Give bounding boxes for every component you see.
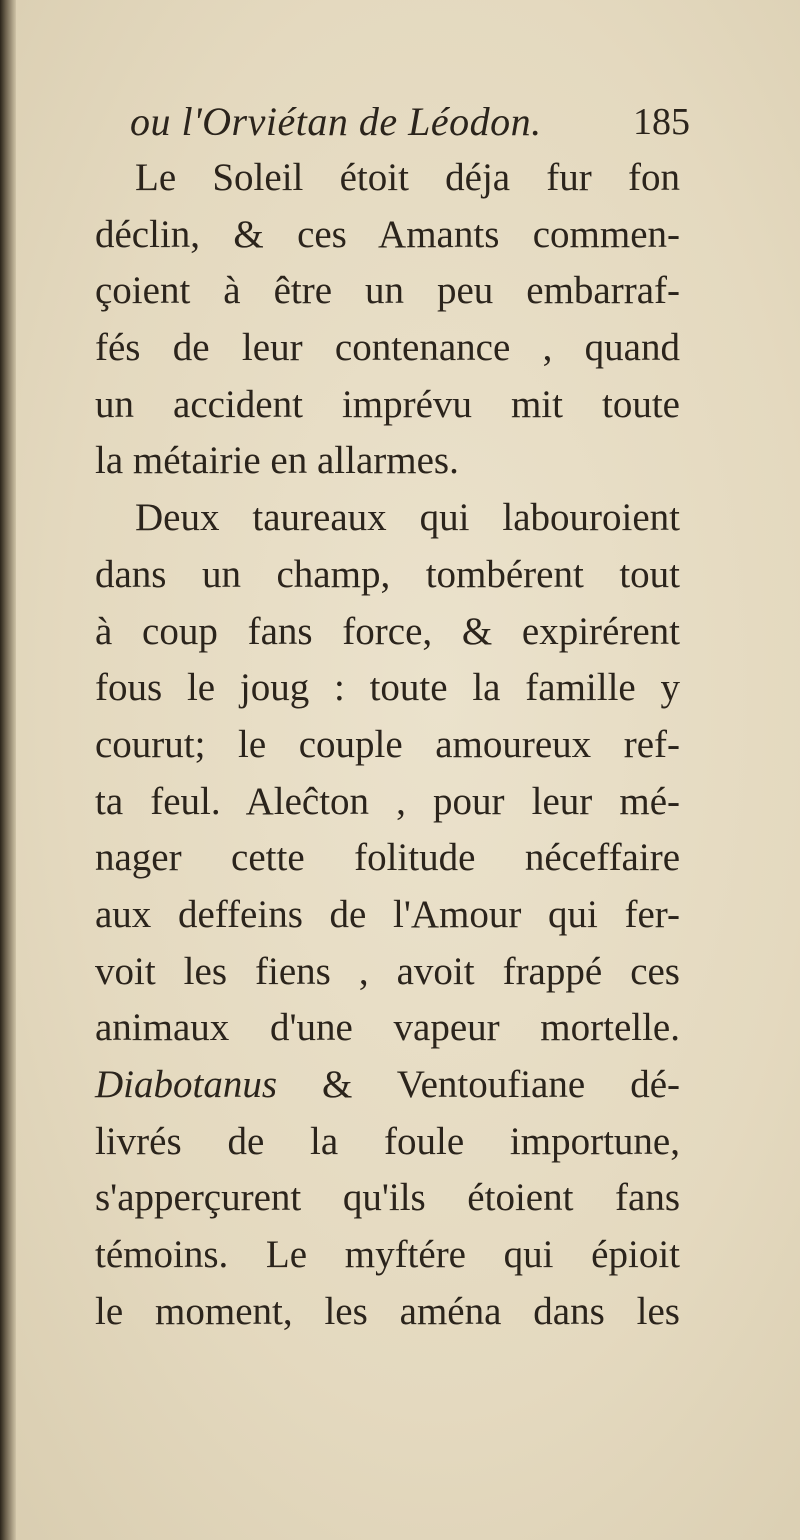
text-line: aux deffeins de l'Amour qui fer- xyxy=(95,892,680,936)
text-line: nager cette folitude néceffaire xyxy=(95,836,680,880)
text-line: fous le joug : toute la famille y xyxy=(95,666,680,710)
text-line: voit les fiens , avoit frappé ces xyxy=(95,949,680,993)
text-line: la métairie en allarmes. xyxy=(95,439,459,483)
line-continuation: & Ventoufiane dé- xyxy=(277,1063,680,1106)
text-line: témoins. Le myftére qui épioit xyxy=(95,1233,680,1277)
page-number: 185 xyxy=(633,101,690,143)
running-header xyxy=(130,94,690,150)
running-title: ou l'Orviétan de Léodon. xyxy=(130,99,542,144)
text-line: un accident imprévu mit toute xyxy=(95,382,680,426)
text-line: çoient à être un peu embarraf- xyxy=(95,269,680,313)
text-line: déclin, & ces Amants commen- xyxy=(95,212,680,256)
text-line: dans un champ, tombérent tout xyxy=(95,552,680,596)
text-line-with-italic-name xyxy=(95,1057,680,1114)
paragraph-1 xyxy=(95,150,680,490)
text-line: à coup fans force, & expirérent xyxy=(95,609,680,653)
paragraph-2 xyxy=(95,490,680,1340)
text-line: Le Soleil étoit déja fur fon xyxy=(135,156,680,199)
text-line: le moment, les aména dans les xyxy=(95,1289,680,1333)
text-line: animaux d'une vapeur mortelle. xyxy=(95,1006,680,1050)
body-text xyxy=(95,150,680,1340)
text-line: fés de leur contenance , quand xyxy=(95,326,680,370)
text-line: livrés de la foule importune, xyxy=(95,1119,680,1163)
page-gutter-shadow xyxy=(0,0,16,1540)
character-name-italic: Diabotanus xyxy=(95,1063,278,1106)
text-line: ta feul. Aleĉton , pour leur mé- xyxy=(95,779,680,823)
text-line: s'apperçurent qu'ils étoient fans xyxy=(95,1176,680,1220)
text-line: courut; le couple amoureux ref- xyxy=(95,722,680,766)
text-line: Deux taureaux qui labouroient xyxy=(135,496,680,540)
